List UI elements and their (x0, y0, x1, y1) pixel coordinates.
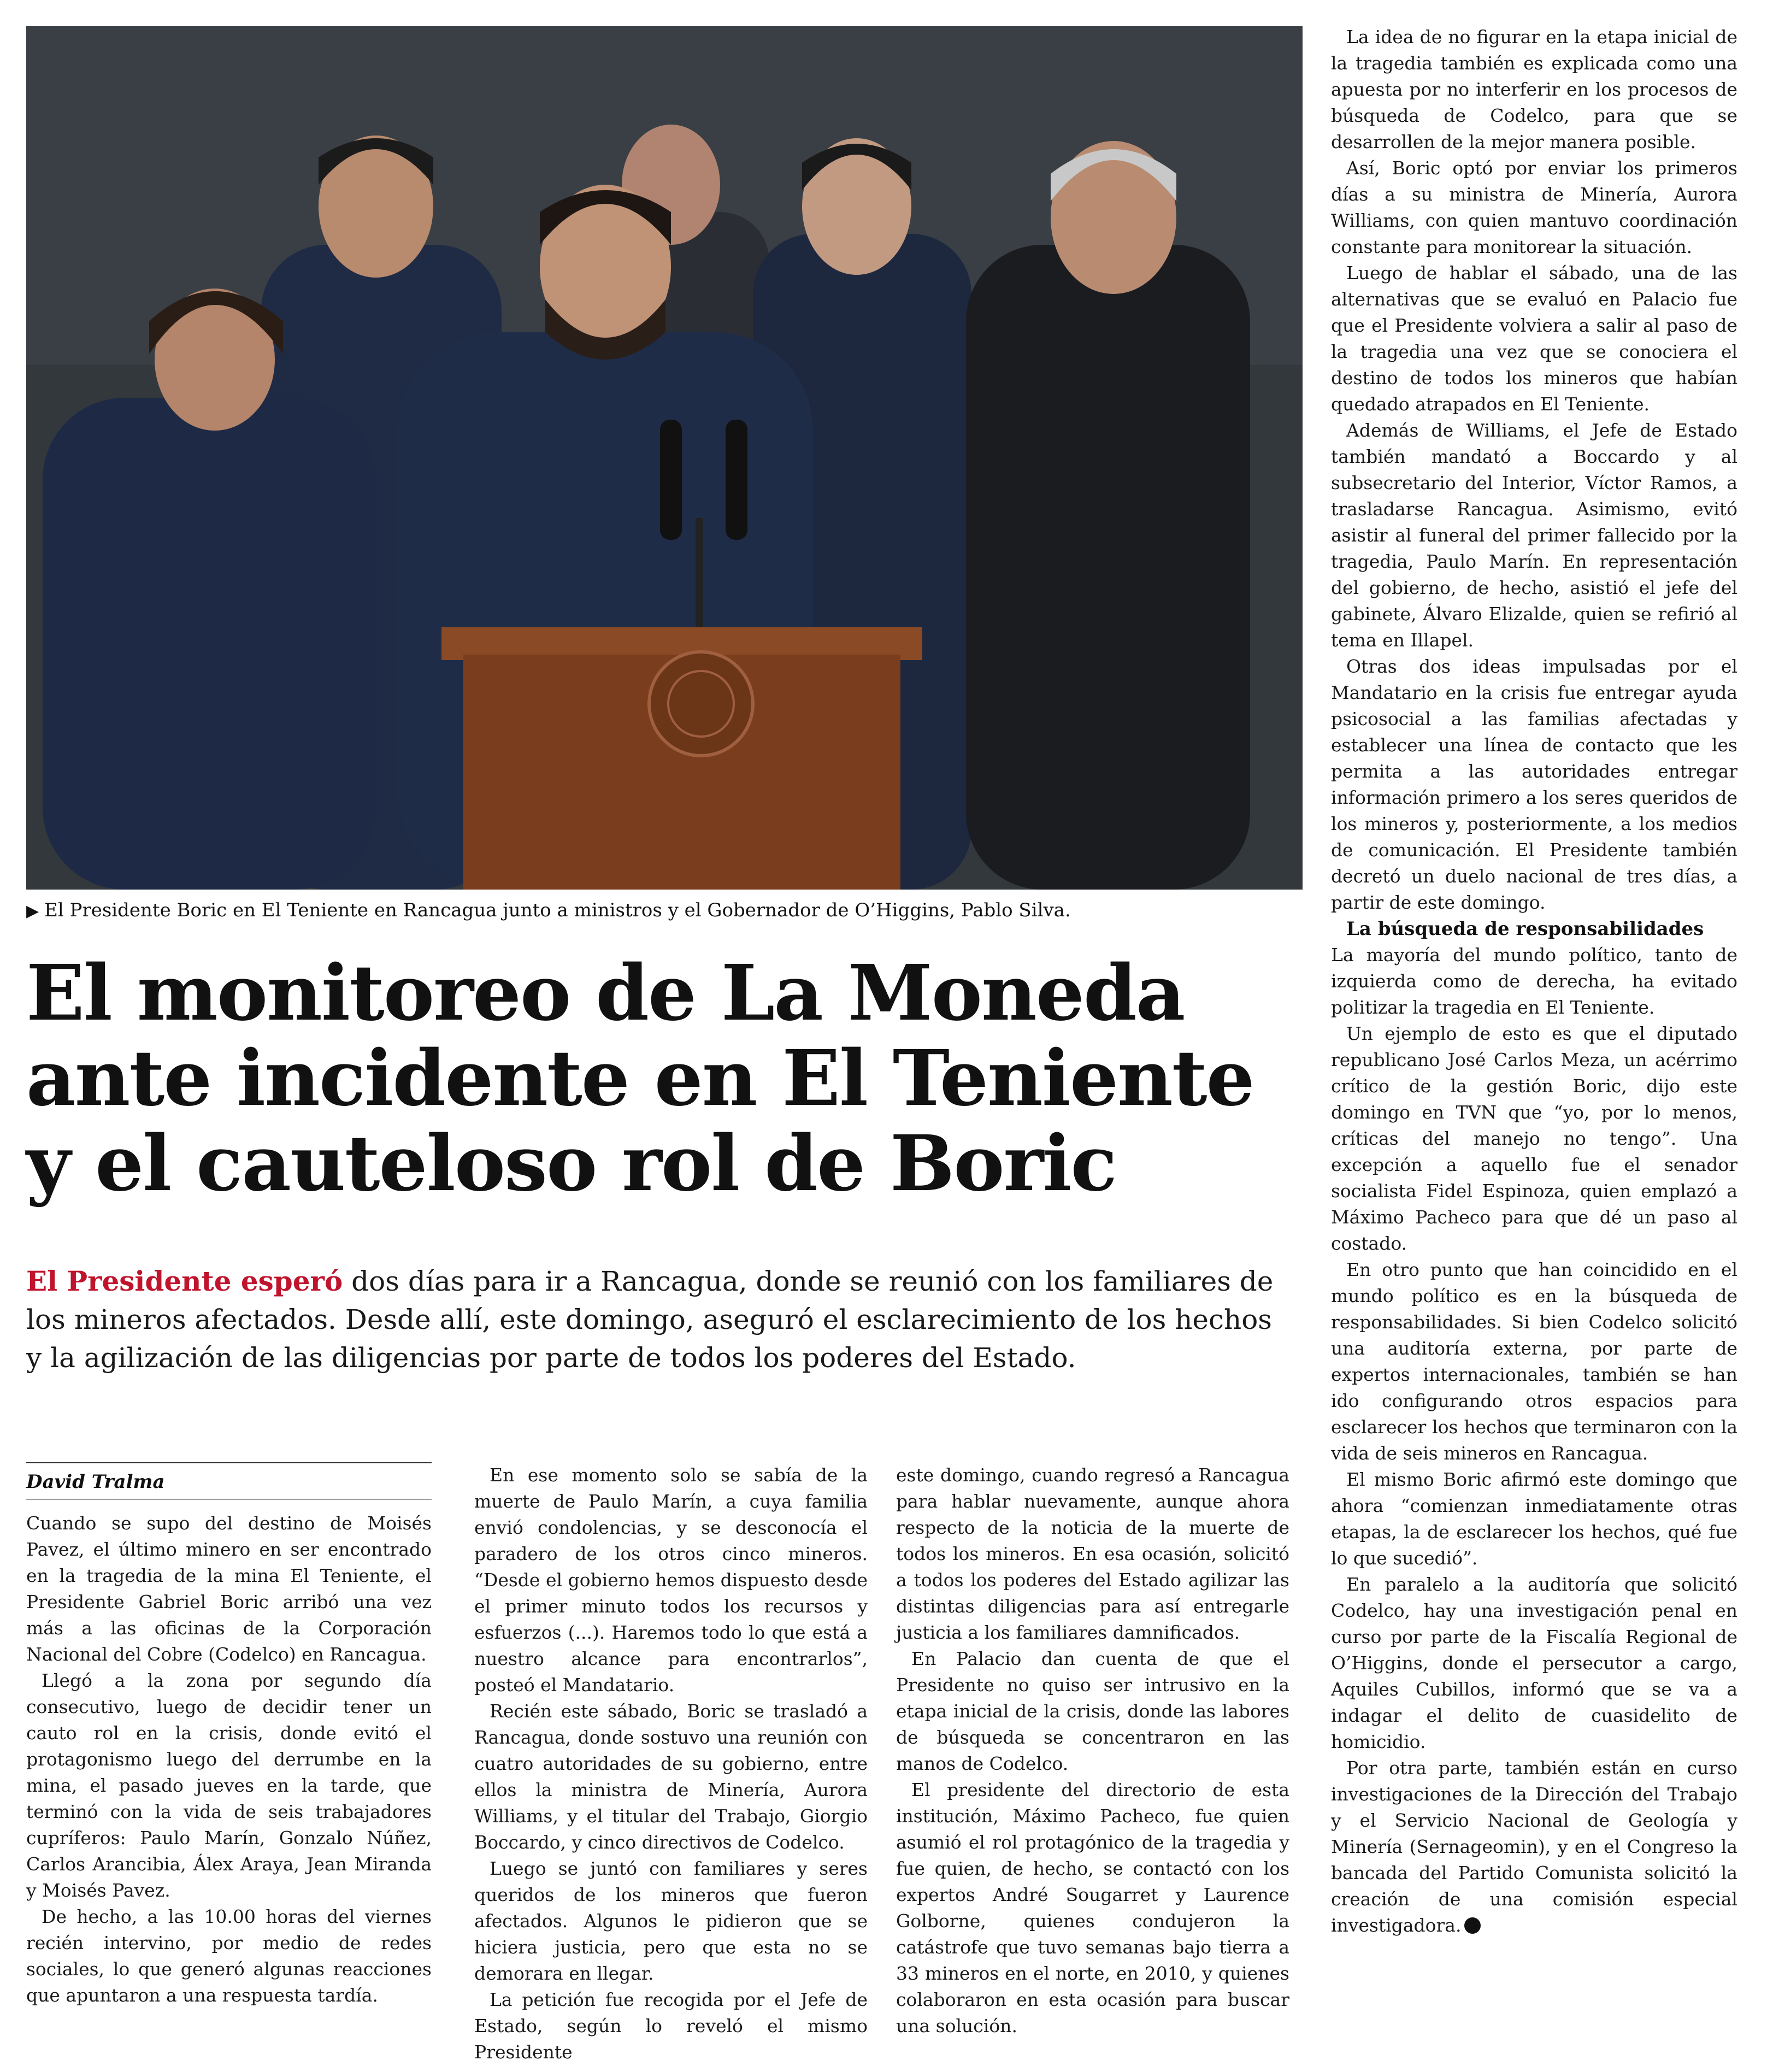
headline-line: El monitoreo de La Moneda (26, 949, 1185, 1038)
paragraph-last (1331, 1755, 1737, 1939)
paragraph: Así, Boric optó por enviar los primeros días a su ministra de Minería, Aurora Williams, con quien mantuvo coordinación constante para monitorear la situación. (1331, 157, 1737, 257)
paragraph: Luego se juntó con familiares y seres queridos de los mineros que fueron afectados. Algunos le pidieron que se hiciera justicia, pero que esta no se demorara en llegar. (474, 1858, 868, 1984)
paragraph: En otro punto que han coincidido en el mundo político es en la búsqueda de responsabilidades. Si bien Codelco solicitó una auditoría externa, por parte de expertos internacionales, también se han ido configurando otros espacios para esclarecer los hechos que terminaron con la vida de seis mineros en Rancagua. (1331, 1259, 1737, 1464)
paragraph: Recién este sábado, Boric se trasladó a Rancagua, donde sostuvo una reunión con cuatro autoridades de su gobierno, entre ellos la ministra de Minería, Aurora Williams, y el titular del Trabajo, Giorgio Boccardo, y cinco directivos de Codelco. (474, 1700, 868, 1853)
end-of-article-icon (1464, 1917, 1481, 1934)
paragraph: El mismo Boric afirmó este domingo que ahora “comienzan inmediatamente otras etapas, la de esclarecer los hechos, qué fue lo que sucedió”. (1331, 1469, 1737, 1569)
paragraph: Llegó a la zona por segundo día consecutivo, luego de decidir tener un cauto rol en la crisis, donde evitó el protagonismo luego del derrumbe en la mina, el pasado jueves en la tarde, que terminó con la vida de seis trabajadores cupríferos: Paulo Marín, Gonzalo Núñez, Carlos Arancibia, Álex Araya, Jean Miranda y Moisés Pavez. (26, 1670, 432, 1901)
paragraph: En paralelo a la auditoría que solicitó Codelco, hay una investigación penal en curso por parte de la Fiscalía Regional de O’Higgins, donde el persecutor a cargo, Aquiles Cubillos, informó que se va a indagar el delito de cuasidelito de homicidio. (1331, 1574, 1737, 1752)
paragraph: La mayoría del mundo político, tanto de izquierda como de derecha, ha evitado politizar la tragedia en El Teniente. (1331, 944, 1737, 1018)
article-headline (26, 949, 1283, 1209)
byline: David Tralma (26, 1471, 165, 1493)
paragraph: En Palacio dan cuenta de que el Presidente no quiso ser intrusivo en la etapa inicial de la crisis, donde las labores de búsqueda se concentraron en las manos de Codelco. (896, 1648, 1289, 1774)
paragraph: este domingo, cuando regresó a Rancagua para hablar nuevamente, aunque ahora respecto de la noticia de la muerte de todos los mineros. En esa ocasión, solicitó a todos los poderes del Estado agilizar las distintas diligencias para así entregarle justicia a los familiares damnificados. (896, 1464, 1289, 1643)
byline-divider (26, 1499, 432, 1500)
section-subhead: La búsqueda de responsabilidades (1346, 918, 1704, 940)
press-conference-image (26, 26, 1303, 890)
article-lead (26, 1262, 1283, 1377)
caption-text: El Presidente Boric en El Teniente en Rancagua junto a ministros y el Gobernador de O’Higgins, Pablo Silva. (44, 899, 1071, 921)
body-column-3 (896, 1462, 1289, 2039)
paragraph: Un ejemplo de esto es que el diputado republicano José Carlos Meza, un acérrimo crítico de la gestión Boric, dijo este domingo en TVN que “yo, por lo menos, críticas del manejo no tengo”. Una excepción a aquello fue el senador socialista Fidel Espinoza, quien emplazó a Máximo Pacheco para que dé un paso al costado. (1331, 1023, 1737, 1254)
body-column-4 (1331, 24, 1737, 1939)
paragraph: De hecho, a las 10.00 horas del viernes recién intervino, por medio de redes sociales, lo que generó algunas reacciones que apuntaron a una respuesta tardía. (26, 1906, 432, 2006)
paragraph: El presidente del directorio de esta institución, Máximo Pacheco, fue quien asumió el rol protagónico de la tragedia y fue quien, de hecho, se contactó con los expertos André Sougarret y Laurence Golborne, quienes condujeron la catástrofe que tuvo semanas bajo tierra a 33 mineros en el norte, en 2010, y quienes colaboraron en esta ocasión para buscar una solución. (896, 1779, 1289, 2036)
person-right (966, 141, 1250, 890)
paragraph: Además de Williams, el Jefe de Estado también mandató a Boccardo y al subsecretario del Interior, Víctor Ramos, a trasladarse Rancagua. Asimismo, evitó asistir al funeral del primer fallecido por la tragedia, Paulo Marín. En representación del gobierno, de hecho, asistió el jefe del gabinete, Álvaro Elizalde, quien se refirió al tema en Illapel. (1331, 420, 1737, 651)
paragraph: Cuando se supo del destino de Moisés Pavez, el último minero en ser encontrado en la tragedia de la mina El Teniente, el Presidente Gabriel Boric arribó una vez más a las oficinas de la Corporación Nacional del Cobre (Codelco) en Rancagua. (26, 1512, 432, 1665)
paragraph: La idea de no figurar en la etapa inicial de la tragedia también es explicada como una apuesta por no interferir en los procesos de búsqueda de Codelco, para que se desarrollen de la mejor manera posible. (1331, 26, 1737, 152)
paragraph-text: Por otra parte, también están en curso investigaciones de la Dirección del Trabajo y el Servicio Nacional de Geología y Minería (Sernageomin), y en el Congreso la bancada del Partido Comunista solicitó la creación de una comisión especial investigadora. (1331, 1757, 1737, 1936)
paragraph: Luego de hablar el sábado, una de las alternativas que se evaluó en Palacio fue que el Presidente volviera a salir al paso de la tragedia una vez que se conociera el destino de todos los mineros que habían quedado atrapados en El Teniente. (1331, 262, 1737, 415)
body-column-1 (26, 1510, 432, 2009)
headline-line: ante incidente en El Teniente (26, 1034, 1254, 1123)
paragraph: En ese momento solo se sabía de la muerte de Paulo Marín, a cuya familia envió condolencias, y se desconocía el paradero de los otros cinco mineros. “Desde el gobierno hemos dispuesto desde el primer minuto todos los recursos y esfuerzos (...). Haremos todo lo que está a nuestro alcance para encontrarlos”, posteó el Mandatario. (474, 1464, 868, 1696)
caption-arrow-icon: ▶ (26, 902, 39, 921)
article-photo (26, 26, 1303, 890)
headline-line: y el cauteloso rol de Boric (26, 1119, 1116, 1209)
lead-highlight: El Presidente esperó (26, 1265, 343, 1297)
paragraph: La petición fue recogida por el Jefe de Estado, según lo reveló el mismo Presidente (474, 1989, 868, 2063)
body-column-2 (474, 1462, 868, 2065)
paragraph: Otras dos ideas impulsadas por el Mandatario en la crisis fue entregar ayuda psicosocial a las familias afectadas y establecer una línea de contacto que les permita a las autoridades entregar información primero a los seres queridos de los mineros y, posteriormente, a los medios de comunicación. El Presidente también decretó un duelo nacional de tres días, a partir de este domingo. (1331, 656, 1737, 913)
byline-divider (26, 1462, 432, 1463)
photo-caption (26, 898, 1303, 923)
podium (441, 627, 922, 890)
lead-text: dos días para ir a Rancagua, donde se reunió con los familiares de los mineros afectados. Desde allí, este domingo, aseguró el esclarecimiento de los hechos y la agilización de las diligencias por parte de todos los poderes del Estado. (26, 1265, 1274, 1374)
